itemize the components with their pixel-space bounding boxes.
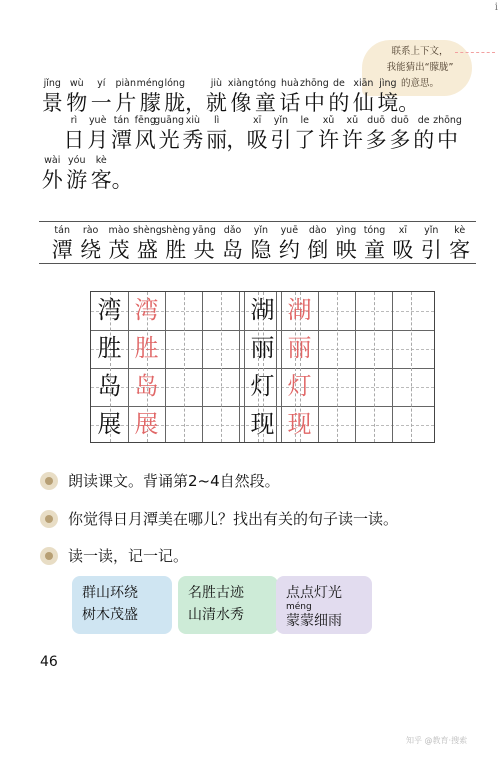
hanzi: 中 [437, 128, 458, 152]
trace-character [281, 368, 318, 404]
ruby-character [62, 115, 86, 153]
hanzi: 风 [134, 128, 156, 152]
ruby-character [332, 225, 360, 263]
phrase-pinyin: méng [286, 602, 312, 612]
vocab-row [48, 225, 474, 263]
hanzi: 许 [318, 128, 340, 152]
pinyin: shèng [161, 225, 191, 236]
pinyin: lóng [164, 78, 185, 89]
ruby-character [269, 115, 293, 153]
ruby-character [204, 78, 229, 116]
hanzi: 秀 [182, 128, 204, 152]
hanzi: 绕 [80, 238, 102, 262]
ruby-character [65, 78, 90, 116]
pinyin: yuē [280, 225, 299, 236]
ruby-character [48, 225, 76, 263]
paragraph-line-1 [40, 78, 420, 116]
pinyin: tóng [254, 78, 277, 89]
ruby-character [40, 78, 65, 116]
grid-column-line [202, 292, 203, 442]
trace-character [128, 330, 165, 366]
trace-character [281, 330, 318, 366]
ruby-character [40, 155, 65, 193]
pinyin: zhōng [433, 115, 462, 126]
model-character [91, 292, 128, 328]
exercise-bullet-icon [40, 510, 58, 528]
hanzi: ， [226, 128, 248, 152]
hanzi: 现 [250, 410, 275, 438]
ruby-character [190, 225, 218, 263]
exercise-bullet-icon [40, 547, 58, 565]
hanzi: 仙 [352, 91, 374, 115]
ruby-character [433, 115, 462, 153]
hanzi: 就 [205, 91, 227, 115]
pinyin: zhōng [299, 78, 329, 89]
ruby-character [351, 78, 376, 116]
pinyin: duō [367, 115, 386, 126]
hanzi: 湾 [134, 296, 159, 324]
model-character [91, 330, 128, 366]
hanzi: 约 [278, 238, 300, 262]
ruby-character [293, 115, 317, 153]
ruby-character [247, 225, 275, 263]
model-character [91, 368, 128, 404]
pinyin: kè [95, 155, 107, 166]
phrase: 点点灯光 [286, 585, 342, 601]
pinyin: dǎo [223, 225, 242, 236]
hanzi: 湾 [97, 296, 122, 324]
pinyin: jǐng [43, 78, 61, 89]
pinyin: yǐn [273, 115, 289, 126]
pinyin: xǔ [322, 115, 335, 126]
model-character [244, 368, 281, 404]
grid-column-line [165, 292, 166, 442]
pinyin: wài [44, 155, 61, 166]
hanzi: 童 [363, 238, 385, 262]
grid-column-line [355, 292, 356, 442]
pinyin: jìng [379, 78, 397, 89]
punctuation [398, 78, 420, 116]
hanzi: 了 [294, 128, 316, 152]
phrase-card-3 [276, 576, 372, 634]
pinyin: de [332, 78, 345, 89]
hanzi: 潭 [51, 238, 73, 262]
trace-character [281, 406, 318, 442]
hanzi: 一 [90, 91, 112, 115]
pinyin: yǐn [253, 225, 269, 236]
hanzi: 胜 [165, 238, 187, 262]
phrase: 蒙蒙细雨 [286, 613, 342, 629]
pinyin: mào [108, 225, 130, 236]
hanzi: 隐 [250, 238, 272, 262]
hanzi: 话 [279, 91, 301, 115]
hanzi: 像 [230, 91, 252, 115]
hanzi: 灯 [250, 372, 275, 400]
hanzi: 多 [365, 128, 387, 152]
pinyin: yí [97, 78, 106, 89]
hanzi: 光 [158, 128, 180, 152]
ruby-character [278, 78, 303, 116]
hanzi: 多 [389, 128, 411, 152]
ruby-character [114, 78, 139, 116]
grid-column-line [239, 292, 240, 442]
grid-guide-line [184, 292, 185, 442]
pinyin: wù [69, 78, 84, 89]
punctuation [226, 115, 248, 153]
hanzi: 湖 [287, 296, 312, 324]
hanzi: 朦 [139, 91, 161, 115]
exercise-2-text: 你觉得日月潭美在哪儿？找出有关的句子读一读。 [68, 510, 399, 528]
paragraph-line-2 [62, 115, 462, 153]
hanzi: 岛 [134, 372, 159, 400]
exercise-3 [40, 545, 188, 566]
pinyin: yuè [88, 115, 107, 126]
ruby-character [162, 225, 190, 263]
hanzi: 盛 [136, 238, 158, 262]
pinyin: tán [54, 225, 70, 236]
watermark: 知乎 @教育·搜索 [406, 736, 468, 745]
corner-mark: i [494, 2, 498, 13]
pinyin: dào [308, 225, 327, 236]
hanzi: 潭 [110, 128, 132, 152]
pinyin: tóng [363, 225, 386, 236]
hanzi: 胜 [97, 334, 122, 362]
hanzi: 的 [328, 91, 350, 115]
model-character [244, 406, 281, 442]
hanzi: 。 [398, 91, 420, 115]
pinyin: xiān [353, 78, 374, 89]
hanzi: 物 [66, 91, 88, 115]
pinyin: kè [454, 225, 466, 236]
ruby-character [360, 225, 388, 263]
model-character [91, 406, 128, 442]
punctuation [185, 78, 207, 116]
ruby-character [253, 78, 278, 116]
paragraph-line-3 [40, 155, 131, 193]
writing-grid [90, 291, 435, 443]
hanzi: 引 [270, 128, 292, 152]
ruby-character [163, 78, 188, 116]
ruby-character [417, 225, 445, 263]
hanzi: 岛 [97, 372, 122, 400]
ruby-character [154, 115, 185, 153]
pinyin: rào [82, 225, 99, 236]
pinyin: méng [136, 78, 164, 89]
ruby-character [138, 78, 163, 116]
phrase: 名胜古迹 [188, 585, 244, 601]
phrase: 山清水秀 [188, 607, 244, 623]
hanzi: 境 [377, 91, 399, 115]
ruby-character [304, 225, 332, 263]
page-number: 46 [40, 654, 58, 670]
hanzi: 客 [449, 238, 471, 262]
trace-character [128, 368, 165, 404]
ruby-character [364, 115, 388, 153]
pinyin: piàn [115, 78, 136, 89]
hanzi: 吸 [246, 128, 268, 152]
trace-character [128, 292, 165, 328]
hanzi: 中 [303, 91, 325, 115]
ruby-character [327, 78, 352, 116]
hanzi: 胧 [164, 91, 186, 115]
ruby-character [218, 225, 246, 263]
ruby-character [89, 78, 114, 116]
ruby-character [389, 225, 417, 263]
pinyin: shèng [132, 225, 162, 236]
ruby-character [376, 78, 401, 116]
grid-guide-line [374, 292, 375, 442]
phrase-card-1 [72, 576, 172, 634]
phrase-card-2 [178, 576, 278, 634]
pinyin: xiàng [227, 78, 254, 89]
grid-column-line [318, 292, 319, 442]
ruby-character [245, 115, 269, 153]
phrase: 树木茂盛 [82, 607, 138, 623]
exercise-2 [40, 508, 398, 529]
hanzi: 的 [413, 128, 435, 152]
hanzi: 引 [420, 238, 442, 262]
hanzi: 茂 [108, 238, 130, 262]
ruby-character [445, 225, 473, 263]
hanzi: 展 [134, 410, 159, 438]
pinyin: rì [70, 115, 78, 126]
hint-text: 联系上下文， 我能猜出“朦胧” 的意思。 [386, 46, 454, 89]
hanzi: 童 [254, 91, 276, 115]
ruby-character [388, 115, 412, 153]
vocab-top-rule [39, 221, 476, 222]
hanzi: 客 [90, 168, 112, 192]
grid-guide-line [221, 292, 222, 442]
hanzi: 湖 [250, 296, 275, 324]
hanzi: 现 [287, 410, 312, 438]
hanzi: 日 [63, 128, 85, 152]
ruby-character [89, 155, 114, 193]
ruby-character [110, 115, 134, 153]
hanzi: 片 [115, 91, 137, 115]
ruby-character [65, 155, 90, 193]
punctuation [111, 155, 133, 193]
hanzi: 许 [341, 128, 363, 152]
pinyin: tán [113, 115, 130, 126]
exercise-bullet-icon [40, 472, 58, 490]
pinyin: yóu [68, 155, 86, 166]
pinyin: yìng [335, 225, 357, 236]
model-character [244, 292, 281, 328]
ruby-character [317, 115, 341, 153]
pinyin: yāng [192, 225, 216, 236]
hanzi: 展 [97, 410, 122, 438]
grid-column-line [392, 292, 393, 442]
decorative-dashed-line [455, 52, 495, 54]
grid-guide-line [337, 292, 338, 442]
grid-guide-line [411, 292, 412, 442]
ruby-character [340, 115, 364, 153]
ruby-character [105, 225, 133, 263]
hanzi: ， [185, 91, 207, 115]
pinyin: huà [280, 78, 299, 89]
hanzi: 映 [335, 238, 357, 262]
hanzi: 。 [111, 168, 133, 192]
ruby-character [181, 115, 205, 153]
hanzi: 游 [66, 168, 88, 192]
ruby-character [133, 225, 161, 263]
phrase: 群山环绕 [82, 585, 138, 601]
ruby-character [86, 115, 110, 153]
pinyin: lì [214, 115, 220, 126]
ruby-character [299, 78, 329, 116]
trace-character [128, 406, 165, 442]
hanzi: 灯 [287, 372, 312, 400]
exercise-1 [40, 470, 280, 491]
model-character [244, 330, 281, 366]
pinyin: xī [253, 115, 262, 126]
trace-character [281, 292, 318, 328]
hanzi: 倒 [307, 238, 329, 262]
pinyin: yǐn [424, 225, 439, 236]
hanzi: 丽 [287, 334, 312, 362]
ruby-character [76, 225, 104, 263]
ruby-character [229, 78, 254, 116]
hanzi: 外 [41, 168, 63, 192]
hanzi: 吸 [392, 238, 414, 262]
pinyin: xǔ [346, 115, 359, 126]
pinyin: le [300, 115, 309, 126]
hanzi: 胜 [134, 334, 159, 362]
ruby-character [412, 115, 436, 153]
ruby-character [205, 115, 229, 153]
pinyin: jiù [210, 78, 223, 89]
exercise-1-text: 朗读课文。背诵第2~4自然段。 [68, 472, 280, 490]
hanzi: 景 [41, 91, 63, 115]
hanzi: 央 [193, 238, 215, 262]
pinyin: xiù [185, 115, 201, 126]
hanzi: 丽 [206, 128, 228, 152]
exercise-3-text: 读一读，记一记。 [68, 547, 189, 565]
pinyin: fēng [134, 115, 156, 126]
hanzi: 丽 [250, 334, 275, 362]
pinyin: duō [390, 115, 409, 126]
vocab-bottom-rule [39, 263, 476, 264]
pinyin: xī [398, 225, 408, 236]
hanzi: 岛 [222, 238, 244, 262]
pinyin: guāng [154, 115, 185, 126]
ruby-character [275, 225, 303, 263]
pinyin: de [417, 115, 430, 126]
hanzi: 月 [87, 128, 109, 152]
